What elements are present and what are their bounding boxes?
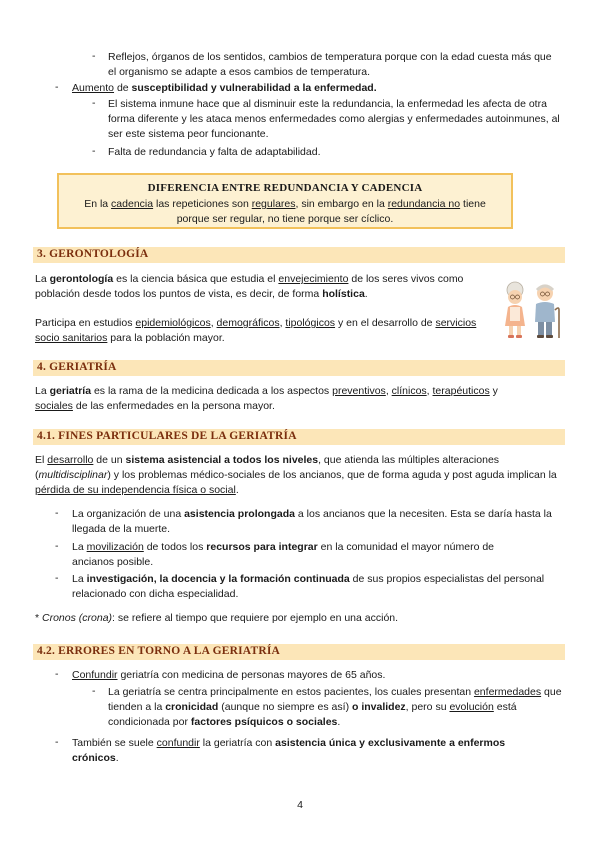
text: .: [337, 716, 341, 728]
text: La organización de una: [72, 508, 185, 520]
underlined-term: demográficos: [216, 317, 280, 329]
bullet-dash: -: [92, 50, 96, 62]
underlined-term: clínicos: [391, 385, 427, 397]
bullet-dash: -: [92, 97, 96, 109]
section-title: 3. GERONTOLOGÍA: [37, 248, 149, 260]
underlined-term: desarrollo: [47, 454, 94, 466]
text: tiene porque ser regular, no tiene porque ser cíclico.: [176, 198, 486, 225]
underlined-term: servicios socio sanitarios: [35, 317, 477, 344]
section-heading-gerontologia: [33, 247, 565, 263]
bullet-falta: [92, 145, 562, 160]
paragraph-fines: [35, 453, 562, 498]
section-heading-errores: [33, 644, 565, 660]
underlined-term: enfermedades: [473, 686, 542, 698]
bullet-text: Falta de redundancia y falta de adaptabilidad.: [108, 146, 321, 158]
text: El: [35, 454, 48, 466]
text: (aunque no siempre es así): [218, 701, 352, 713]
bullet-text: El sistema inmune hace que al disminuir este la redundancia, la enfermedad les afecta de otra forma diferente y les ataca menos enfermedades como alergias y enfermedades autoinmunes, al ser este sistema peor funcionante.: [108, 98, 560, 140]
section-heading-geriatria: [33, 360, 565, 376]
text: de sus propios especialistas del personal relacionado con dicha especialidad.: [72, 573, 545, 600]
text: y: [489, 385, 498, 397]
bullet-text: [72, 572, 563, 602]
bold-term: investigación, la docencia y la formación continuada: [86, 573, 350, 585]
bullet-aumento: [55, 81, 565, 96]
underlined-term: confundir: [156, 737, 200, 749]
bullet-text: [72, 81, 565, 96]
bullet-dash: -: [92, 145, 96, 157]
bullet-dash: -: [92, 685, 96, 697]
text: ,: [210, 317, 217, 329]
bold-term: asistencia única y exclusivamente a enfermos crónicos: [72, 737, 506, 764]
bullet-sistema-inmune: [92, 97, 562, 142]
text: .: [364, 288, 368, 300]
underlined-term: envejecimiento: [278, 273, 349, 285]
underlined-term: movilización: [86, 541, 144, 553]
text: geriatría con medicina de personas mayores de 65 años.: [117, 669, 386, 681]
section-heading-fines: [33, 429, 565, 445]
text: , pero su: [405, 701, 450, 713]
text: : se refiere al tiempo que requiere por ejemplo en una acción.: [112, 612, 399, 624]
bullet-text: Reflejos, órganos de los sentidos, cambios de temperatura porque con la edad cuesta más que el organismo se adapte a esos cambios de temperatura.: [108, 51, 552, 78]
elderly-couple-illustration: [497, 280, 567, 342]
underlined-term: Aumento: [72, 82, 115, 94]
italic-term: multidisciplinar: [38, 469, 108, 481]
bullet-confundir-65: [55, 668, 563, 683]
text: es la rama de la medicina dedicada a los aspectos: [91, 385, 333, 397]
text: a los ancianos que la necesiten. Esta se daría hasta la llegada de la muerte.: [72, 508, 552, 535]
bold-term: factores psíquicos o sociales: [190, 716, 338, 728]
underlined-term: redundancia no: [387, 198, 461, 210]
text: ,: [385, 385, 392, 397]
bold-term: recursos para integrar: [206, 541, 318, 553]
bullet-dash: -: [55, 507, 59, 519]
bullet-dash: -: [55, 572, 59, 584]
bullet-text: [72, 507, 563, 537]
bullet-confundir-cronicos: [55, 736, 535, 766]
underlined-term: preventivos: [332, 385, 386, 397]
text: En la: [84, 198, 112, 210]
underlined-term: sociales: [35, 400, 73, 412]
underlined-term: cadencia: [111, 198, 154, 210]
bullet-text: [72, 736, 535, 766]
text: es la ciencia básica que estudia el: [113, 273, 279, 285]
text: , que atienda las múltiples alteraciones (: [35, 454, 500, 481]
bullet-reflejos: [92, 50, 562, 80]
note-body: [67, 197, 503, 227]
text: de las enfermedades en la persona mayor.: [72, 400, 275, 412]
section-title: 4. GERIATRÍA: [37, 361, 117, 373]
bullet-investigacion: [55, 572, 563, 602]
bold-term: asistencia prolongada: [184, 508, 295, 520]
page-number: 4: [297, 799, 303, 811]
bullet-text: [72, 668, 563, 683]
bold-term: susceptibilidad y vulnerabilidad a la enfermedad.: [131, 82, 377, 94]
bullet-text: [72, 540, 525, 570]
underlined-term: tipológicos: [285, 317, 336, 329]
italic-term: Cronos (crona): [42, 612, 113, 624]
bold-term: geriatría: [49, 385, 92, 397]
bullet-dash: -: [55, 540, 59, 552]
paragraph-participa: [35, 316, 490, 346]
text: que tienden a la: [108, 686, 562, 713]
underlined-term: epidemiológicos: [135, 317, 211, 329]
text: La: [72, 541, 87, 553]
text: , sin embargo en la: [295, 198, 388, 210]
text: *: [35, 612, 43, 624]
text: Participa en estudios: [35, 317, 136, 329]
text: La: [35, 385, 50, 397]
paragraph-geriatria: [35, 384, 530, 414]
underlined-term: Confundir: [72, 669, 118, 681]
text: También se suele: [72, 737, 157, 749]
text: está condicionada por: [108, 701, 517, 728]
text: .: [115, 752, 119, 764]
bullet-cronicidad: [92, 685, 564, 730]
bold-term: sistema asistencial a todos los niveles: [125, 454, 319, 466]
text: La: [35, 273, 50, 285]
bold-term: o invalidez: [351, 701, 406, 713]
text: ,: [279, 317, 286, 329]
text: La: [72, 573, 87, 585]
bold-term: cronicidad: [165, 701, 219, 713]
paragraph-gerontologia: [35, 272, 490, 302]
text: en la comunidad el mayor número de ancianos posible.: [72, 541, 494, 568]
section-title: 4.1. FINES PARTICULARES DE LA GERIATRÍA: [37, 430, 297, 442]
note-box: [57, 173, 513, 229]
note-title: DIFERENCIA ENTRE REDUNDANCIA Y CADENCIA: [147, 182, 423, 194]
text: las repeticiones son: [153, 198, 252, 210]
grandmother-figure: [505, 282, 525, 338]
text: para la población mayor.: [107, 332, 225, 344]
underlined-term: regulares: [251, 198, 296, 210]
bullet-dash: -: [55, 668, 59, 680]
text: de los seres vivos como población desde todos los puntos de vista, es decir, de forma: [35, 273, 464, 300]
underlined-term: pérdida de su independencia física o social: [35, 484, 236, 496]
underlined-term: terapéuticos: [432, 385, 490, 397]
text: ,: [426, 385, 433, 397]
bold-term: holística: [322, 288, 365, 300]
text: de todos los: [143, 541, 207, 553]
bullet-dash: -: [55, 81, 59, 93]
text: .: [235, 484, 239, 496]
section-title: 4.2. ERRORES EN TORNO A LA GERIATRÍA: [37, 645, 281, 657]
text: y en el desarrollo de: [335, 317, 436, 329]
grandfather-figure: [535, 285, 559, 338]
bullet-dash: -: [55, 736, 59, 748]
text: de: [114, 82, 132, 94]
text: la geriatría con: [199, 737, 276, 749]
text: de un: [93, 454, 126, 466]
bullet-organizacion: [55, 507, 563, 537]
footnote-cronos: [35, 611, 562, 626]
bullet-text: [108, 685, 564, 730]
bullet-movilizacion: [55, 540, 525, 570]
text: La geriatría se centra principalmente en estos pacientes, los cuales presentan: [108, 686, 474, 698]
underlined-term: evolución: [449, 701, 494, 713]
bold-term: gerontología: [49, 273, 114, 285]
text: ) y los problemas médico-sociales de los ancianos, que de forma aguda y post aguda implican la: [107, 469, 557, 481]
